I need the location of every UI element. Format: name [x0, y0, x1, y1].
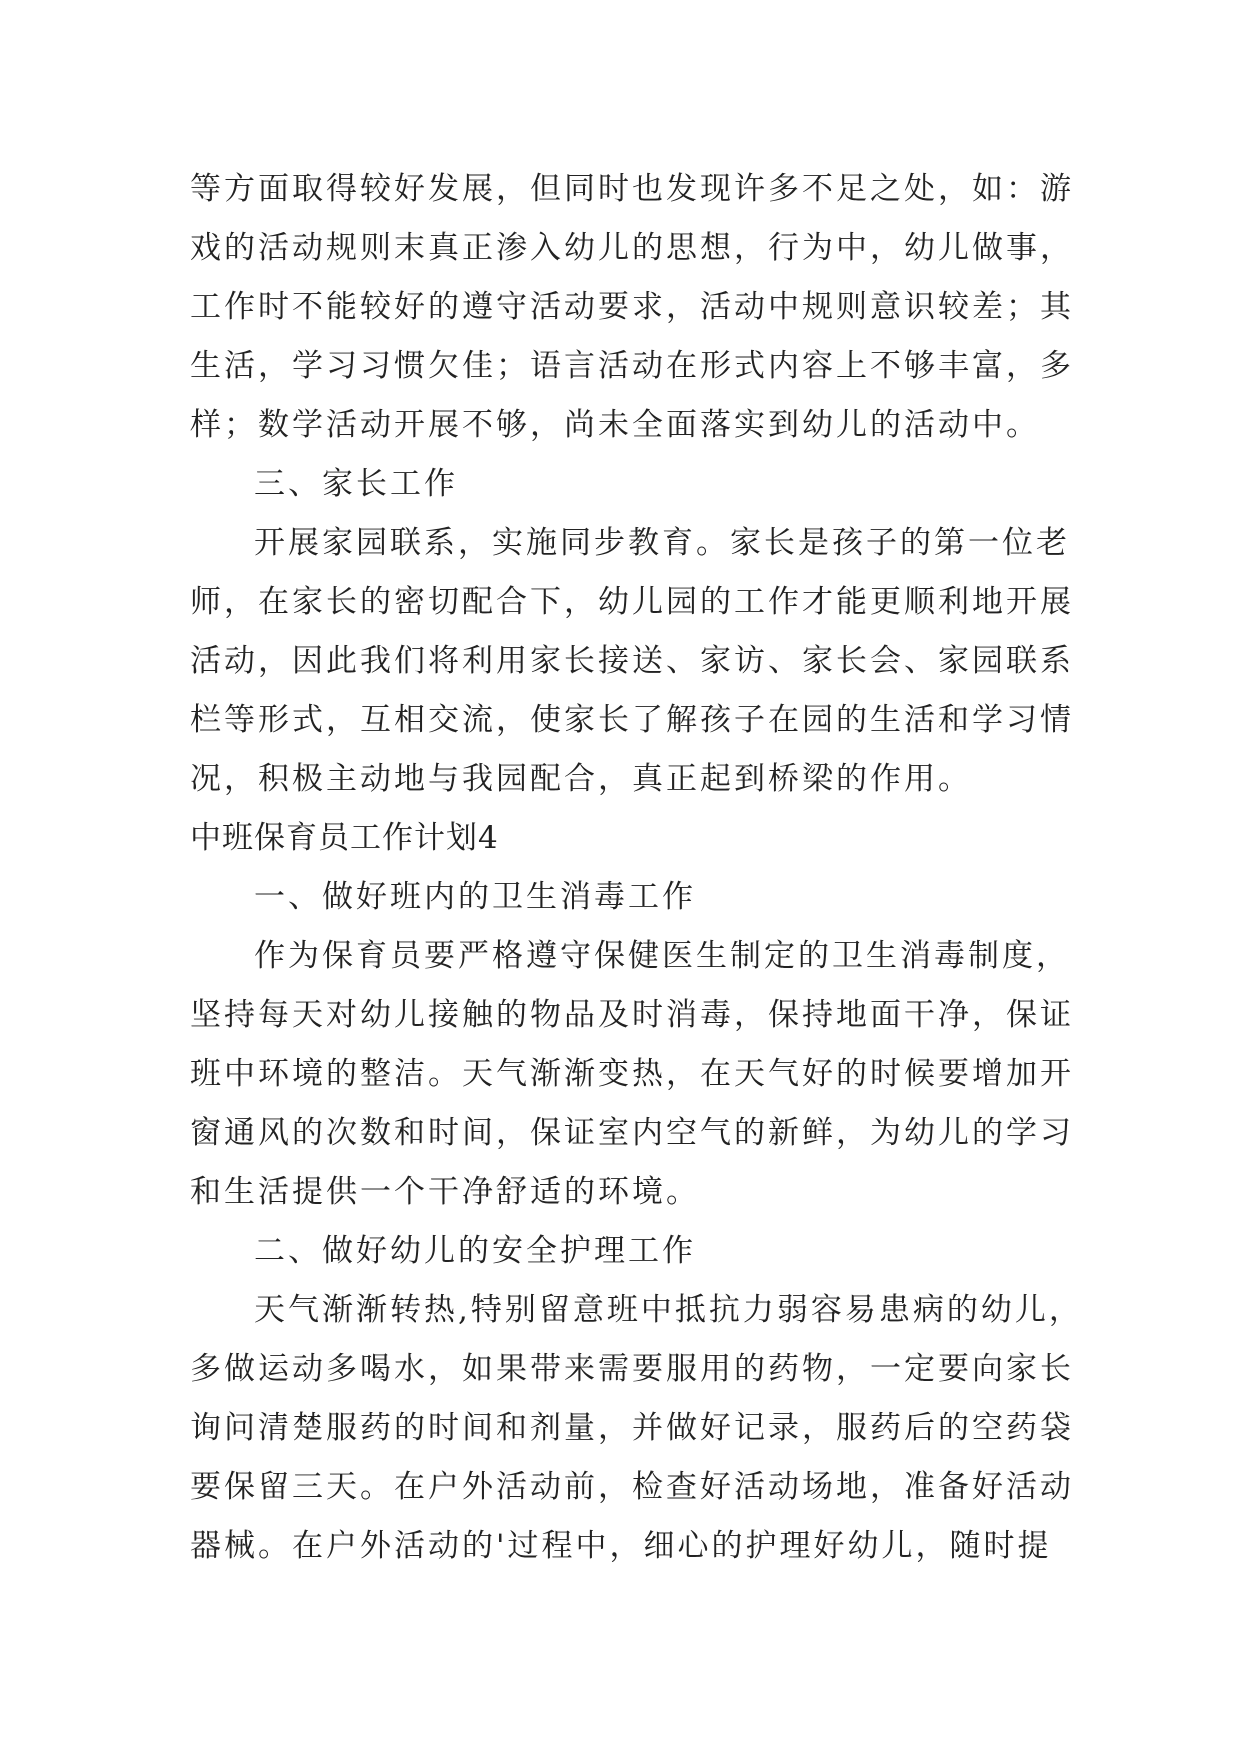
paragraph-line: 开展家园联系，实施同步教育。家长是孩子的第一位老	[254, 525, 1070, 561]
paragraph-line: 器械。在户外活动的'过程中，细心的护理好幼儿，随时提	[190, 1528, 1052, 1564]
paragraph-line: 询问清楚服药的时间和剂量，并做好记录，服药后的空药袋	[190, 1410, 1074, 1446]
section-heading-parent-work: 三、家长工作	[254, 466, 458, 502]
section-heading-hygiene: 一、做好班内的卫生消毒工作	[254, 879, 696, 915]
paragraph-line: 况，积极主动地与我园配合，真正起到桥梁的作用。	[190, 761, 972, 797]
paragraph-line: 栏等形式，互相交流，使家长了解孩子在园的生活和学习情	[190, 702, 1074, 738]
document-title: 中班保育员工作计划4	[190, 820, 499, 856]
paragraph-line: 活动，因此我们将利用家长接送、家访、家长会、家园联系	[190, 643, 1074, 679]
paragraph-line: 天气渐渐转热,特别留意班中抵抗力弱容易患病的幼儿，	[254, 1292, 1083, 1328]
paragraph-line: 班中环境的整洁。天气渐渐变热，在天气好的时候要增加开	[190, 1056, 1074, 1092]
paragraph-line: 窗通风的次数和时间，保证室内空气的新鲜，为幼儿的学习	[190, 1115, 1074, 1151]
paragraph-line: 和生活提供一个干净舒适的环境。	[190, 1174, 700, 1210]
paragraph-line: 生活，学习习惯欠佳；语言活动在形式内容上不够丰富，多	[190, 348, 1074, 384]
section-heading-safety: 二、做好幼儿的安全护理工作	[254, 1233, 696, 1269]
paragraph-line: 样；数学活动开展不够，尚未全面落实到幼儿的活动中。	[190, 407, 1040, 443]
document-body	[190, 160, 1083, 1576]
paragraph-line: 要保留三天。在户外活动前，检查好活动场地，准备好活动	[190, 1469, 1074, 1505]
paragraph-line: 师，在家长的密切配合下，幼儿园的工作才能更顺利地开展	[190, 584, 1074, 620]
paragraph-line: 作为保育员要严格遵守保健医生制定的卫生消毒制度，	[254, 938, 1070, 974]
paragraph-line: 戏的活动规则末真正渗入幼儿的思想，行为中，幼儿做事，	[190, 230, 1074, 266]
paragraph-line: 坚持每天对幼儿接触的物品及时消毒，保持地面干净，保证	[190, 997, 1074, 1033]
paragraph-line: 多做运动多喝水，如果带来需要服用的药物，一定要向家长	[190, 1351, 1074, 1387]
paragraph-line: 等方面取得较好发展，但同时也发现许多不足之处，如：游	[190, 171, 1074, 207]
paragraph-line: 工作时不能较好的遵守活动要求，活动中规则意识较差；其	[190, 289, 1074, 325]
